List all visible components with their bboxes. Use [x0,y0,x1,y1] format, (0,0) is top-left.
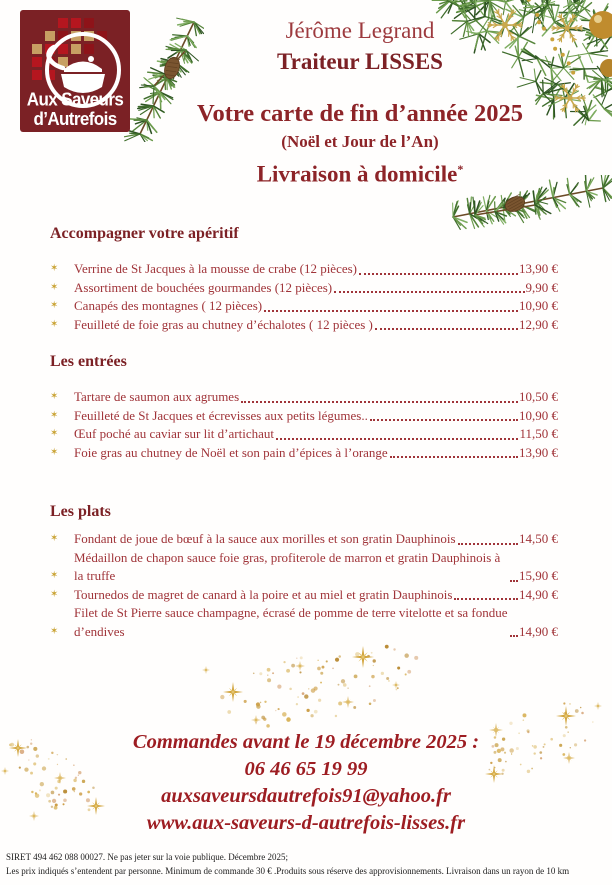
menu-item-name: Canapés des montagnes ( 12 pièces) [74,298,263,313]
star-bullet-icon: ✶ [50,588,59,600]
menu-item [46,586,558,605]
menu-item [46,388,558,407]
menu-item [46,316,558,335]
menu-item-price: 12,90 € [519,316,558,332]
phone-number: 06 46 65 19 99 [244,758,368,780]
menu-item-price: 14,50 € [519,531,558,546]
delivery-note [150,155,570,189]
menu-item-name: Fondant de joue de bœuf à la sauce aux morilles et son gratin Dauphinois [74,531,456,546]
star-bullet-icon: ✶ [50,409,59,421]
menu-item [46,604,558,641]
business-name: Traiteur LISSES [277,49,443,74]
star-bullet-icon: ✶ [50,281,59,293]
order-deadline: Commandes avant le 19 décembre 2025 : [132,731,480,753]
email-address: auxsaveursdautrefois91@yahoo.fr [161,785,451,807]
star-bullet-icon: ✶ [50,570,59,581]
dotted-leader [510,580,518,582]
menu-item [46,407,558,426]
logo-text-line2: d’Autrefois [33,108,117,129]
star-bullet-icon: ✶ [50,300,59,311]
dotted-leader [370,419,518,421]
menu-item [46,530,558,549]
section-heading: Accompagner votre apéritif [50,225,239,242]
menu-item [46,549,558,586]
menu-item [46,425,558,444]
dotted-leader [375,328,518,330]
menu-item-name: Filet de St Pierre sauce champagne, écrasé de pomme de terre vitelotte et sa fondue d’endives [74,605,508,639]
section-aperitif [46,224,558,334]
dotted-leader [458,543,518,545]
menu-item-price: 9,90 € [525,279,558,295]
dotted-leader [334,291,524,293]
star-bullet-icon: ✶ [50,446,59,458]
menu-item [46,297,558,316]
dotted-leader [241,401,518,403]
menu-item-name: Assortiment de bouchées gourmandes (12 pièces) [74,279,333,295]
star-bullet-icon: ✶ [50,263,59,274]
menu-item-price: 13,90 € [519,444,558,460]
menu [46,224,558,641]
dotted-leader [510,635,518,637]
menu-item-price: 13,90 € [519,261,558,276]
star-bullet-icon: ✶ [50,318,59,330]
menu-item-price: 10,90 € [519,298,558,313]
star-bullet-icon: ✶ [50,625,59,637]
star-bullet-icon: ✶ [50,533,59,544]
menu-item-price: 14,90 € [519,586,558,602]
legal-line-2: Les prix indiqués s’entendent par personne. Minimum de commande 30 € .Produits sous réserve des approvisionnements. Livraison dans un rayon de 10 km [6,865,570,876]
legal-notice [6,851,610,878]
page-subtitle: (Noël et Jour de l’An) [281,132,439,151]
website-url: www.aux-saveurs-d-autrefois-lisses.fr [146,812,466,834]
section-heading: Les plats [50,503,111,520]
page-title: Votre carte de fin d’année 2025 [197,100,523,127]
header [150,17,570,189]
menu-item-name: Médaillon de chapon sauce foie gras, profiterole de marron et gratin Dauphinois à la truffe [74,549,501,583]
owner-name: Jérôme Legrand [285,18,435,43]
star-bullet-icon: ✶ [50,428,59,439]
section-heading: Les entrées [50,353,127,370]
menu-item [46,444,558,463]
menu-item [46,279,558,298]
dotted-leader [390,456,518,458]
menu-item-name: Verrine de St Jacques à la mousse de crabe (12 pièces) [74,261,357,276]
logo-text-line1: Aux Saveurs [26,89,124,110]
menu-item-price: 10,90 € [519,407,558,423]
contact-block [0,729,612,837]
delivery-text: Livraison à domicile [256,161,458,187]
menu-item-name: Tartare de saumon aux agrumes [74,389,240,404]
dotted-leader [264,310,518,312]
dotted-leader [359,273,518,275]
star-bullet-icon: ✶ [50,391,59,402]
menu-item-price: 14,90 € [519,623,558,639]
menu-item-name: Tournedos de magret de canard à la poire et au miel et gratin Dauphinois [74,586,453,602]
dotted-leader [454,598,518,600]
menu-item-name: Feuilleté de foie gras au chutney d’échalotes ( 12 pièces ) [74,316,373,332]
company-logo [20,10,130,132]
logo-text [20,90,130,128]
menu-item [46,260,558,279]
menu-item-price: 10,50 € [519,389,558,404]
menu-item-price: 11,50 € [519,426,558,441]
menu-item-name: Feuilleté de St Jacques et écrevisses aux petits légumes.. [74,407,368,423]
dotted-leader [276,438,518,440]
sparkle-cluster-icon [196,630,446,745]
menu-item-price: 15,90 € [519,568,558,583]
menu-item-name: Œuf poché au caviar sur lit d’artichaut [74,426,274,441]
section-entrees [46,352,558,462]
section-plats [46,502,558,641]
menu-item-name: Foie gras au chutney de Noël et son pain d’épices à l’orange [74,444,388,460]
delivery-asterisk: * [457,162,464,176]
legal-line-1: SIRET 494 462 088 00027. Ne pas jeter sur la voie publique. Décembre 2025; [6,852,289,862]
